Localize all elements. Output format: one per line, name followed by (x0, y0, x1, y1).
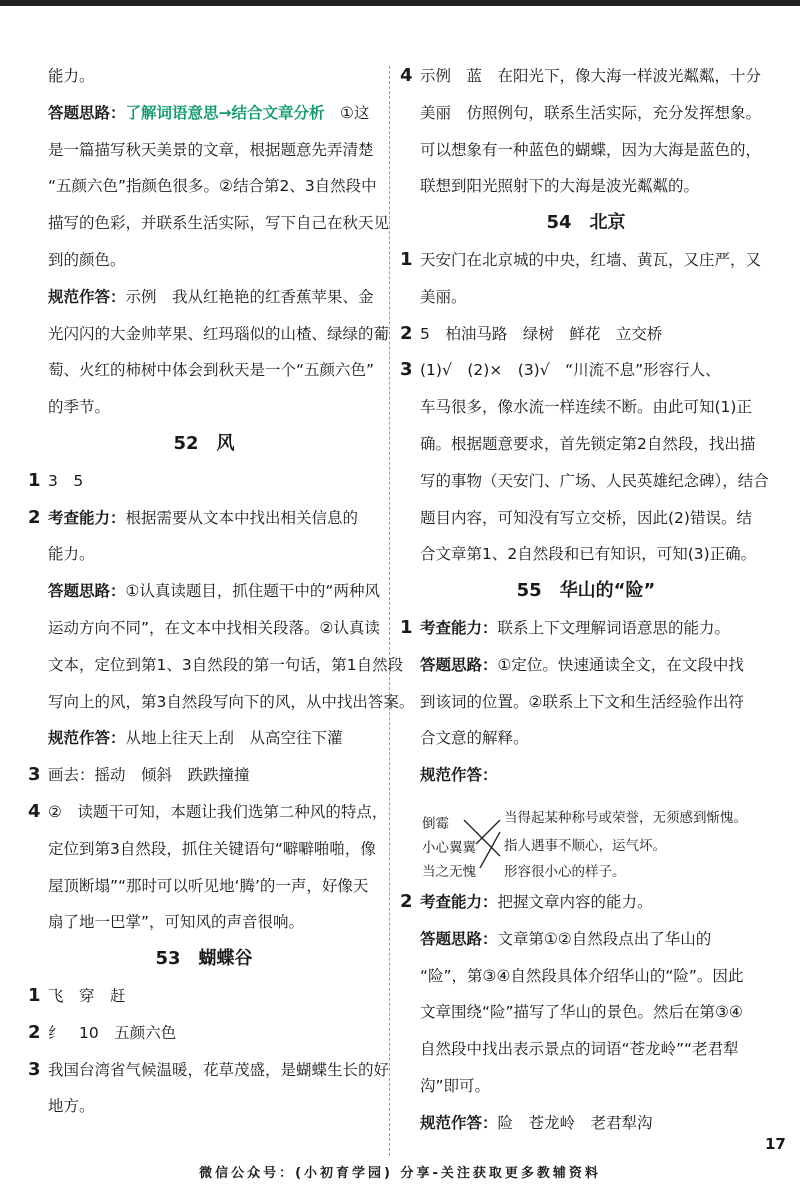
text-line: 车马很多，像水流一样连续不断。由此可知(1)正 (420, 398, 752, 417)
text-line: 描写的色彩，并联系生活实际，写下自己在秋天见 (48, 214, 390, 233)
question-number: 2 (28, 1021, 41, 1043)
answer-2 (28, 500, 380, 537)
text: 文章第①②自然段点出了华山的 (497, 929, 712, 948)
text-line (400, 921, 772, 958)
method-label: 了解词语意思→结合文章分析 (125, 103, 325, 122)
text-line: 地方。 (48, 1097, 95, 1116)
text: 把握文章内容的能力。 (497, 892, 653, 911)
question-number: 3 (400, 359, 413, 381)
label: 答题思路： (48, 582, 126, 601)
text-line: 扇了地一巴掌”，可知风的声音很响。 (48, 913, 305, 932)
answer-1 (28, 978, 380, 1015)
text-line: 美丽。 (420, 287, 467, 306)
text-line: 写的事物（天安门、广场、人民英雄纪念碑），结合 (420, 471, 769, 490)
text: 我国台湾省气候温暖，花草茂盛，是蝴蝶生长的好 (48, 1060, 390, 1079)
text: 3 5 (48, 471, 84, 490)
question-number: 4 (400, 65, 413, 86)
text-line (28, 720, 380, 757)
match-left-word: 倒霉 (422, 815, 449, 832)
section-number: 54 (546, 212, 572, 234)
section-title-54 (400, 205, 772, 242)
text-line (28, 573, 380, 610)
text-line: 光闪闪的大金帅苹果、红玛瑙似的山楂、绿绿的葡 (48, 324, 390, 343)
question-number: 1 (400, 616, 413, 638)
label: 规范作答： (48, 287, 126, 306)
text-line: 题目内容，可知没有写立交桥，因此(2)错误。结 (420, 508, 752, 527)
text-line: 美丽 仿照例句，联系生活实际，充分发挥想象。 (420, 103, 762, 122)
question-number: 1 (400, 248, 413, 270)
text-line: 是一篇描写秋天美景的文章，根据题意先弄清楚 (48, 140, 374, 159)
text-line: 写向上的风，第3自然段写向下的风，从中找出答案。 (48, 692, 415, 711)
text-line: 合文意的解释。 (420, 729, 529, 748)
text-line: 可以想象有一种蓝色的蝴蝶，因为大海是蓝色的， (420, 140, 762, 159)
text: 5 柏油马路 绿树 鲜花 立交桥 (420, 324, 663, 343)
answer-3 (28, 757, 380, 794)
text-line: “险”，第③④自然段具体介绍华山的“险”。因此 (420, 966, 744, 985)
text-line: “五颜六色”指颜色很多。②结合第2、3自然段中 (48, 177, 377, 196)
text: 示例 蓝 在阳光下，像大海一样波光粼粼，十分 (420, 67, 762, 85)
text: ①定位。快速通读全文，在文段中找 (497, 655, 744, 674)
section-title-53 (28, 941, 380, 978)
answer-3 (400, 352, 772, 389)
text-line: 定位到第3自然段，抓住关键语句“噼噼啪啪，像 (48, 839, 376, 858)
text-line (28, 95, 380, 132)
section-name: 风 (216, 432, 235, 454)
text: 险 苍龙岭 老君犁沟 (497, 1113, 653, 1132)
text-line: 萄、火红的柿树中体会到秋天是一个“五颜六色” (48, 361, 375, 380)
label: 考查能力： (420, 618, 498, 637)
top-border (0, 0, 800, 6)
match-left-word: 当之无愧 (422, 863, 476, 880)
left-column (28, 58, 415, 1125)
text: ①这 (340, 103, 370, 122)
text-line: 能力。 (48, 67, 95, 85)
text-line (400, 1105, 772, 1142)
answer-1 (400, 242, 772, 279)
text-line: 联想到阳光照射下的大海是波光粼粼的。 (420, 177, 700, 196)
text: ② 读题干可知，本题让我们选第二种风的特点， (48, 802, 388, 821)
text: 根据需要从文本中找出相关信息的 (125, 508, 359, 527)
section-number: 55 (516, 580, 542, 602)
text-line: 确。根据题意要求，首先锁定第2自然段，找出描 (420, 434, 756, 453)
answer-4 (400, 58, 772, 95)
match-right-definition: 形容很小心的样子。 (504, 863, 626, 880)
match-right-definition: 指人遇事不顺心，运气坏。 (504, 837, 666, 854)
text-line: 运动方向不同”，在文本中找相关段落。②认真读 (48, 618, 380, 637)
text-line (400, 647, 772, 684)
label: 规范作答： (420, 766, 498, 785)
text: 飞 穿 赶 (48, 986, 126, 1005)
text-line: 文章围绕“险”描写了华山的景色。然后在第③④ (420, 1003, 743, 1022)
right-column (400, 58, 772, 1142)
question-number: 3 (28, 1058, 41, 1080)
section-title-52 (28, 426, 380, 463)
question-number: 4 (28, 800, 41, 822)
section-name: 华山的“险” (559, 580, 656, 602)
label: 答题思路： (420, 655, 498, 674)
text-line: 沟”即可。 (420, 1076, 491, 1095)
text: 联系上下文理解词语意思的能力。 (497, 618, 731, 637)
answer-2 (400, 316, 772, 353)
text-line: 文本，定位到第1、3自然段的第一句话，第1自然段 (48, 655, 404, 674)
label: 考查能力： (420, 892, 498, 911)
text-line: 能力。 (48, 545, 95, 564)
text-line: 自然段中找出表示景点的词语“苍龙岭”“老君犁 (420, 1040, 739, 1059)
answer-2 (28, 1015, 380, 1052)
text-line: 合文章第1、2自然段和已有知识，可知(3)正确。 (420, 545, 757, 564)
text: (1)√ (2)× (3)√ “川流不息”形容行人、 (420, 361, 721, 380)
question-number: 3 (28, 764, 41, 786)
column-divider (389, 66, 390, 1156)
text: ①认真读题目，抓住题干中的“两种风 (125, 582, 380, 601)
answer-3 (28, 1052, 390, 1089)
question-number: 1 (28, 469, 41, 491)
match-right-definition: 当得起某种称号或荣誉，无须感到惭愧。 (504, 809, 747, 826)
label: 规范作答： (420, 1113, 498, 1132)
question-number: 2 (400, 322, 413, 344)
text-line: 到该词的位置。②联系上下文和生活经验作出符 (420, 692, 744, 711)
text-line: 屋顶断塌”“那时可以听见地‘腾’的一声，好像天 (48, 876, 369, 895)
text-line (400, 757, 772, 794)
text: 天安门在北京城的中央，红墙、黄瓦，又庄严，又 (420, 250, 762, 269)
answer-4 (28, 794, 388, 831)
label: 考查能力： (48, 508, 126, 527)
section-name: 北京 (589, 212, 626, 234)
match-left-word: 小心翼翼 (422, 839, 476, 856)
text: 从地上往天上刮 从高空往下灌 (125, 729, 343, 748)
page-number: 17 (765, 1135, 786, 1153)
label: 答题思路： (48, 103, 126, 122)
section-number: 52 (173, 432, 199, 454)
label: 答题思路： (420, 929, 498, 948)
question-number: 2 (400, 890, 413, 912)
text: 示例 我从红艳艳的红香蕉苹果、金 (125, 287, 374, 306)
section-number: 53 (155, 948, 181, 970)
text: 画去：摇动 倾斜 跌跌撞撞 (48, 766, 250, 785)
section-name: 蝴蝶谷 (198, 948, 253, 970)
footer-note: 微信公众号：(小初育学园) 分享-关注获取更多教辅资料 (199, 1166, 601, 1181)
label: 规范作答： (48, 729, 126, 748)
text-line: 的季节。 (48, 398, 111, 417)
text-line: 到的颜色。 (48, 250, 126, 269)
text: 纟 10 五颜六色 (48, 1023, 177, 1042)
text-line (28, 279, 380, 316)
matching-diagram (400, 794, 772, 884)
question-number: 1 (28, 984, 41, 1006)
question-number: 2 (28, 506, 41, 528)
answer-1 (28, 463, 380, 500)
answer-2 (400, 884, 772, 921)
answer-1 (400, 610, 772, 647)
section-title-55 (400, 573, 772, 610)
